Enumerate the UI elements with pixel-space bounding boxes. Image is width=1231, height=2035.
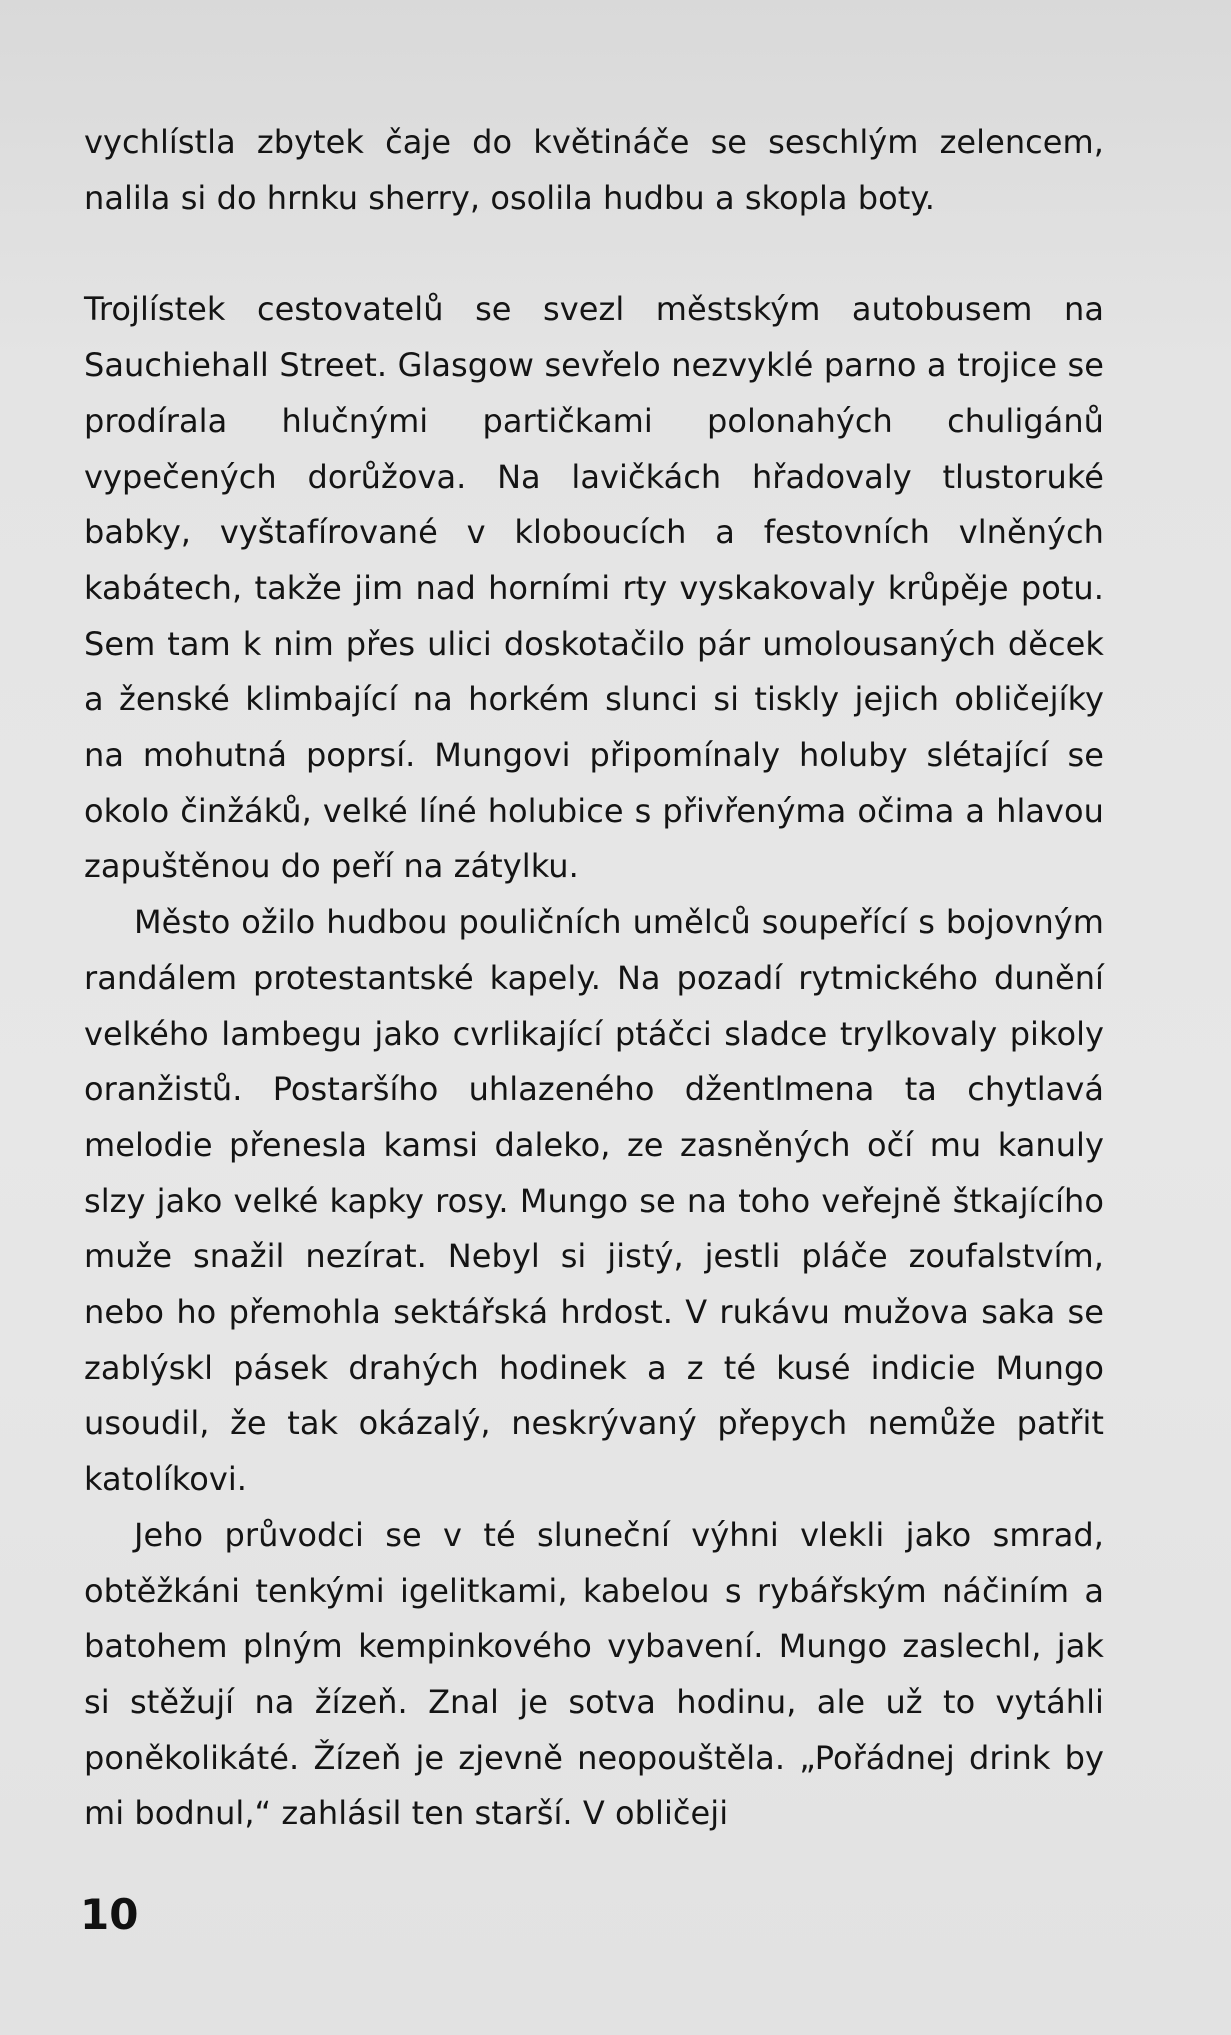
paragraph-3: Město ožilo hudbou pouličních umělců soupeřící s bojovným randálem protestantské kapely. Na pozadí rytmického dunění velkého lambegu jako cvrlikající ptáčci sladce trylkovaly pikoly oranžistů. Postaršího uhlazeného džentlmena ta chytlavá melodie přenesla kamsi daleko, ze zasněných očí mu kanuly slzy jako velké kapky rosy. Mungo se na toho veřejně štkajícího muže snažil nezírat. Nebyl si jistý, jestli pláče zoufalstvím, nebo ho přemohla sektářská hrdost. V rukávu mužova saka se zablýskl pásek drahých hodinek a z té kusé indicie Mungo usoudil, že tak okázalý, neskrývaný přepych nemůže patřit katolíkovi. (84, 903, 1104, 1499)
page-number: 10 (80, 1890, 139, 1939)
paragraph-2: Trojlístek cestovatelů se svezl městským autobusem na Sauchiehall Street. Glasgow sevřelo nezvyklé parno a trojice se prodírala hlučnými partičkami polonahých chuligánů vypečených dorůžova. Na lavičkách hřadovaly tlustoruké babky, vyštafírované v kloboucích a festovních vlněných kabátech, takže jim nad horními rty vyskakovaly krůpěje potu. Sem tam k nim přes ulici doskotačilo pár umolousaných děcek a ženské klimbající na horkém slunci si tiskly jejich obličejíky na mohutná poprsí. Mungovi připomínaly holuby slétající se okolo činžáků, velké líné holubice s přivřenýma očima a hlavou zapuštěnou do peří na zátylku. (84, 290, 1104, 886)
paragraph-4: Jeho průvodci se v té sluneční výhni vlekli jako smrad, obtěžkáni tenkými igelitkami, kabelou s rybářským náčiním a batohem plným kempinkového vybavení. Mungo zaslechl, jak si stěžují na žízeň. Znal je sotva hodinu, ale už to vytáhli poněkolikáté. Žízeň je zjevně neopouštěla. „Pořádnej drink by mi bodnul,“ zahlásil ten starší. V obličeji (84, 1515, 1104, 1833)
body-text (84, 115, 1104, 1842)
section-break (84, 226, 1104, 282)
paragraph-1: vychlístla zbytek čaje do květináče se seschlým zelencem, nalila si do hrnku sherry, osolila hudbu a skopla boty. (84, 123, 1104, 217)
